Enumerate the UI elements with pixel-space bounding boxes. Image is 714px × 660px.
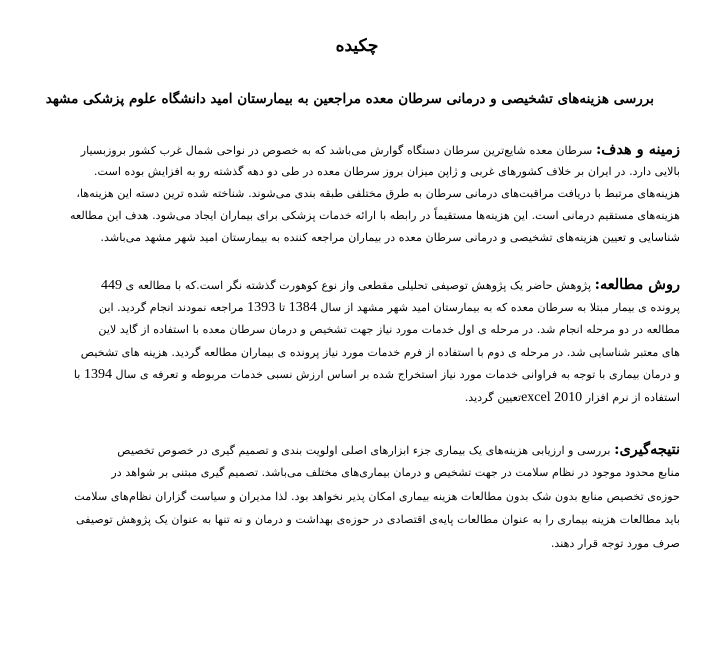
method-line: مطالعه در دو مرحله انجام شد. در مرحله ی اول خدمات مورد نیاز جهت تشخیص و درمان سرطان معده با استفاده از گاید لاین bbox=[98, 323, 680, 337]
conclusion-line: منابع محدود موجود در نظام سلامت در جهت تشخیص و درمان بیماری‌های مختلف می‌باشد. تصمیم گیری مبتنی بر شواهد در bbox=[111, 466, 680, 480]
method-section bbox=[40, 274, 680, 410]
method-label: روش مطالعه: bbox=[594, 276, 680, 293]
method-line: های معتبر شناسایی شد. در مرحله ی دوم با استفاده از فرم خدمات مورد نیاز پرونده ی بیماران مطالعه گردید. هزینه های تشخیص bbox=[80, 345, 680, 359]
tariff-year: 1394 bbox=[83, 367, 112, 383]
method-line bbox=[40, 387, 680, 410]
paper-title: بررسی هزینه‌های تشخیصی و درمانی سرطان معده مراجعین به بیمارستان امید دانشگاه علوم پزشکی مشهد bbox=[45, 91, 654, 107]
method-line bbox=[40, 297, 680, 320]
method-text: پرونده ی بیمار مبتلا به سرطان معده که به بیمارستان امید شهر مشهد از سال bbox=[320, 300, 680, 314]
method-line bbox=[40, 364, 680, 387]
background-line bbox=[40, 139, 680, 161]
background-line: هزینه‌های مرتبط با دریافت مراقبت‌های درمانی سرطان به طرق مختلفی طبقه بندی می‌شوند. شناخته شده ترین دسته این هزینه‌ها، bbox=[76, 187, 680, 200]
background-line: شناسایی و تعیین هزینه‌های تشخیصی و درمانی سرطان معده در بیماران مراجعه کننده به بیمارستان امید شهر مشهد می‌باشد. bbox=[100, 231, 680, 244]
conclusion-text: بررسی و ارزیابی هزینه‌های یک بیماری جزء ابزارهای اصلی اولویت بندی و تصمیم گیری در خصوص تخصیص bbox=[117, 444, 611, 457]
conclusion-line: باید مطالعات هزینه بیماری را به عنوان مطالعات پایه‌ی اقتصادی در حوزه‌ی بهداشت و درمان و نه تنها به عنوان یک پژوهش توصیفی bbox=[75, 513, 680, 527]
background-label: زمینه و هدف: bbox=[595, 141, 680, 158]
method-text: با bbox=[73, 368, 81, 382]
method-text: پژوهش حاضر یک پژوهش توصیفی تحلیلی مقطعی واز نوع کوهورت گذشته نگر است.که با مطالعه ی bbox=[125, 279, 592, 292]
method-text: استفاده از نرم افزار bbox=[585, 390, 680, 404]
sample-size-number: 449 bbox=[100, 278, 122, 293]
abstract-heading: چکیده bbox=[335, 36, 379, 56]
conclusion-line: حوزه‌ی تخصیص منابع بدون شک بدون مطالعات هزینه بیماری امکان پذیر نخواهد بود. لذا مدیران و سیاست گزاران نظام‌های سلامت bbox=[74, 489, 680, 503]
method-text: تا bbox=[278, 300, 286, 314]
conclusion-line bbox=[40, 438, 680, 461]
background-line: هزینه‌های مستقیم درمانی است. این هزینه‌ها مستقیماً در رابطه با ارائه خدمات پزشکی برای بیماران ایجاد می‌شود. هدف این مطالعه bbox=[69, 209, 680, 222]
background-line: بالایی دارد. در ایران بر خلاف کشورهای غربی و ژاپن میزان بروز سرطان معده در طی دو دهه گذشته رو به افزایش بوده است. bbox=[93, 165, 680, 178]
method-text: تعیین گردید. bbox=[464, 390, 522, 404]
conclusion-line: صرف مورد توجه قرار دهند. bbox=[550, 536, 680, 550]
conclusion-label: نتیجه‌گیری: bbox=[614, 441, 680, 458]
background-section bbox=[40, 139, 680, 249]
software-name: excel 2010 bbox=[521, 389, 583, 405]
background-text: سرطان معده شایع‌ترین سرطان دستگاه گوارش می‌باشد که به خصوص در نواحی شمال غرب کشور بروزبسیار bbox=[80, 144, 593, 157]
end-year: 1393 bbox=[247, 299, 276, 315]
method-text: و درمان بیماری با توجه به فراوانی خدمات مورد نیاز استخراج شده بر اساس ارزش نسبی خدمات مربوطه و تعرفه ی سال bbox=[115, 368, 680, 382]
method-text: مراجعه نمودند انجام گردید. این bbox=[98, 300, 244, 314]
start-year: 1384 bbox=[288, 299, 317, 315]
method-line bbox=[40, 274, 680, 297]
conclusion-section bbox=[40, 438, 680, 555]
